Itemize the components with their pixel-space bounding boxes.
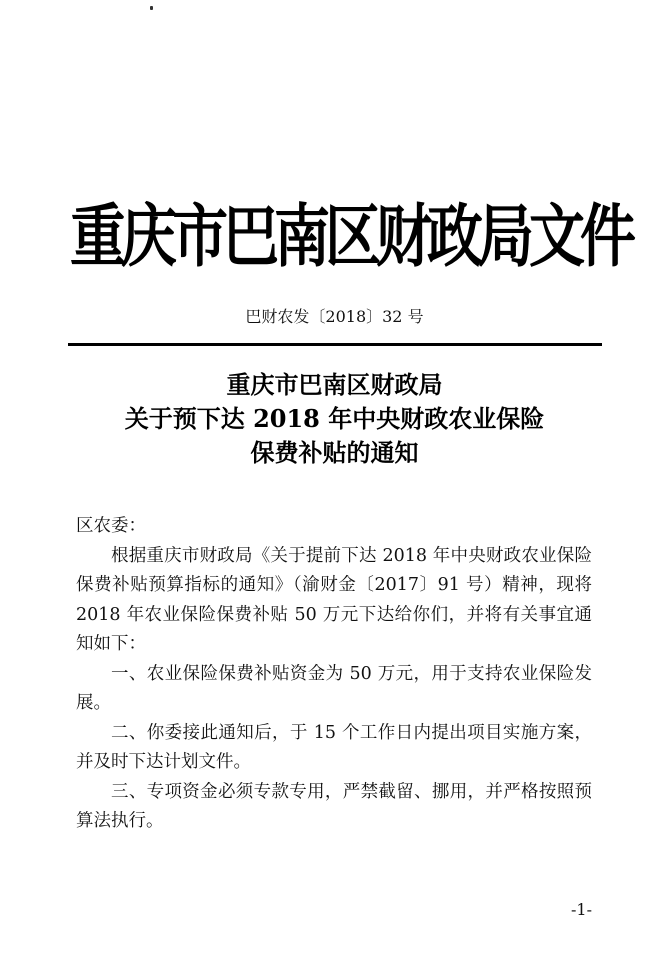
title-line-2: 关于预下达 2018 年中央财政农业保险	[124, 404, 545, 433]
salutation: 区农委：	[76, 516, 146, 536]
document-masthead: 重庆市巴南区财政局文件	[70, 196, 631, 278]
document-body	[76, 512, 592, 837]
title-line-1: 重庆市巴南区财政局	[226, 370, 443, 399]
document-title	[0, 368, 669, 470]
body-paragraph: 一、农业保险保费补贴资金为 50 万元，用于支持农业保险发展。	[76, 663, 592, 713]
document-number: 巴财农发〔2018〕32 号	[245, 307, 424, 326]
body-paragraph: 三、专项资金必须专款专用，严禁截留、挪用，并严格按照预算法执行。	[76, 781, 592, 831]
page-number: -1-	[571, 900, 592, 919]
header-divider	[68, 343, 602, 346]
scan-speck	[150, 6, 153, 10]
body-paragraph: 根据重庆市财政局《关于提前下达 2018 年中央财政农业保险保费补贴预算指标的通知》（渝财金〔2017〕91 号）精神，现将 2018 年农业保险保费补贴 50 万元下达给你们，并将有关事宜通知如下：	[76, 545, 592, 654]
title-line-3: 保费补贴的通知	[250, 438, 419, 467]
body-paragraph: 二、你委接此通知后，于 15 个工作日内提出项目实施方案，并及时下达计划文件。	[76, 722, 592, 772]
